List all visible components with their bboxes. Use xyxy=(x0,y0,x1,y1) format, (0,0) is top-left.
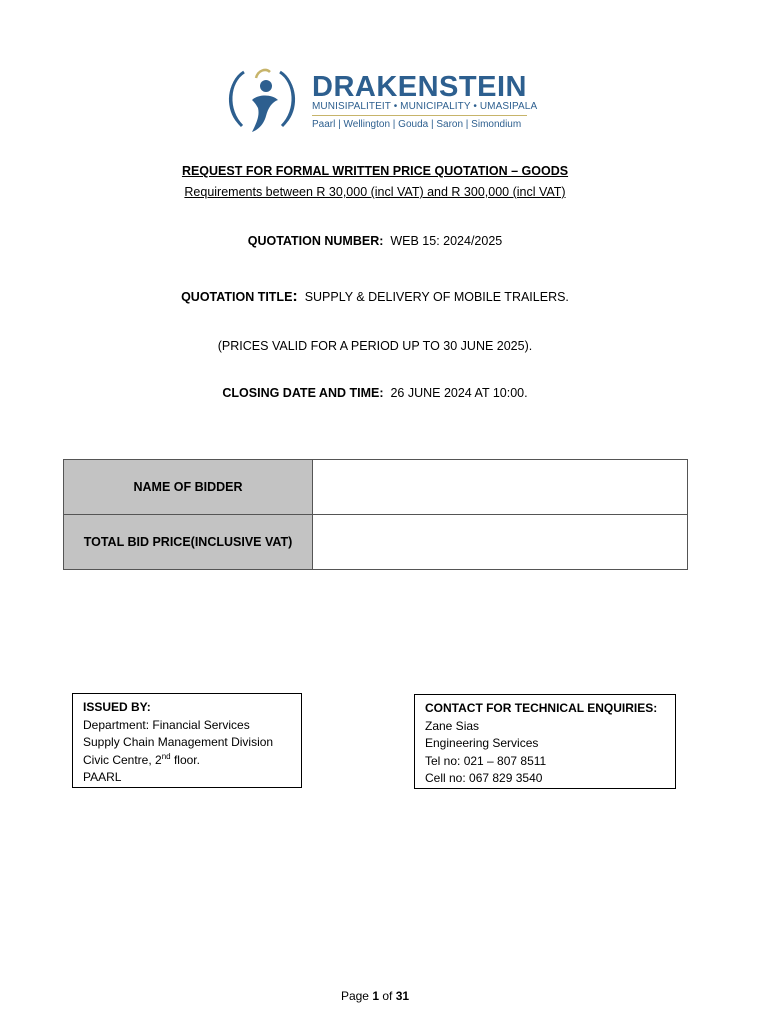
issued-by-address: Civic Centre, 2nd floor. xyxy=(83,751,200,767)
quotation-title-label: QUOTATION TITLE xyxy=(181,290,293,304)
contact-name: Zane Sias xyxy=(425,718,480,733)
issued-by-title: ISSUED BY: xyxy=(83,700,151,714)
quotation-number xyxy=(0,234,750,248)
issued-by-box xyxy=(72,693,302,788)
closing-date-value: 26 JUNE 2024 AT 10:00. xyxy=(390,386,528,400)
contact-box xyxy=(414,694,676,789)
closing-date xyxy=(0,386,750,400)
quotation-number-value: WEB 15: 2024/2025 xyxy=(390,234,503,248)
bidder-name-label: NAME OF BIDDER xyxy=(64,460,313,515)
issued-by-department: Department: Financial Services xyxy=(83,717,250,732)
contact-title: CONTACT FOR TECHNICAL ENQUIRIES: xyxy=(425,701,658,715)
logo-divider xyxy=(312,115,527,116)
contact-tel: Tel no: 021 – 807 8511 xyxy=(425,753,547,768)
price-validity: (PRICES VALID FOR A PERIOD UP TO 30 JUNE 2025). xyxy=(217,339,533,353)
logo-towns: Paarl | Wellington | Gouda | Saron | Simondium xyxy=(312,119,522,130)
issued-by-division: Supply Chain Management Division xyxy=(83,735,274,749)
total-bid-price-label: TOTAL BID PRICE(INCLUSIVE VAT) xyxy=(64,515,313,570)
quotation-title-value: SUPPLY & DELIVERY OF MOBILE TRAILERS. xyxy=(304,290,569,304)
bidder-name-field[interactable] xyxy=(313,460,688,515)
municipality-logo xyxy=(222,64,538,136)
table-row xyxy=(64,515,688,570)
document-title: REQUEST FOR FORMAL WRITTEN PRICE QUOTATION – GOODS xyxy=(181,164,569,178)
table-row xyxy=(64,460,688,515)
contact-cell: Cell no: 067 829 3540 xyxy=(425,771,543,785)
drakenstein-emblem-icon xyxy=(222,64,302,136)
contact-department: Engineering Services xyxy=(425,736,539,750)
total-bid-price-field[interactable] xyxy=(313,515,688,570)
quotation-title xyxy=(0,288,750,306)
bid-table xyxy=(63,459,688,570)
issued-by-city: PAARL xyxy=(83,770,122,784)
quotation-number-label: QUOTATION NUMBER: xyxy=(247,234,384,248)
logo-subtitle: MUNISIPALITEIT • MUNICIPALITY • UMASIPALA xyxy=(312,101,538,112)
requirements-line: Requirements between R 30,000 (incl VAT) and R 300,000 (incl VAT) xyxy=(184,185,566,199)
logo-name: DRAKENSTEIN xyxy=(312,71,527,103)
page-number: Page 1 of 31 xyxy=(340,989,410,1003)
quotation-title-colon: : xyxy=(292,288,298,305)
closing-date-label: CLOSING DATE AND TIME: xyxy=(222,386,384,400)
